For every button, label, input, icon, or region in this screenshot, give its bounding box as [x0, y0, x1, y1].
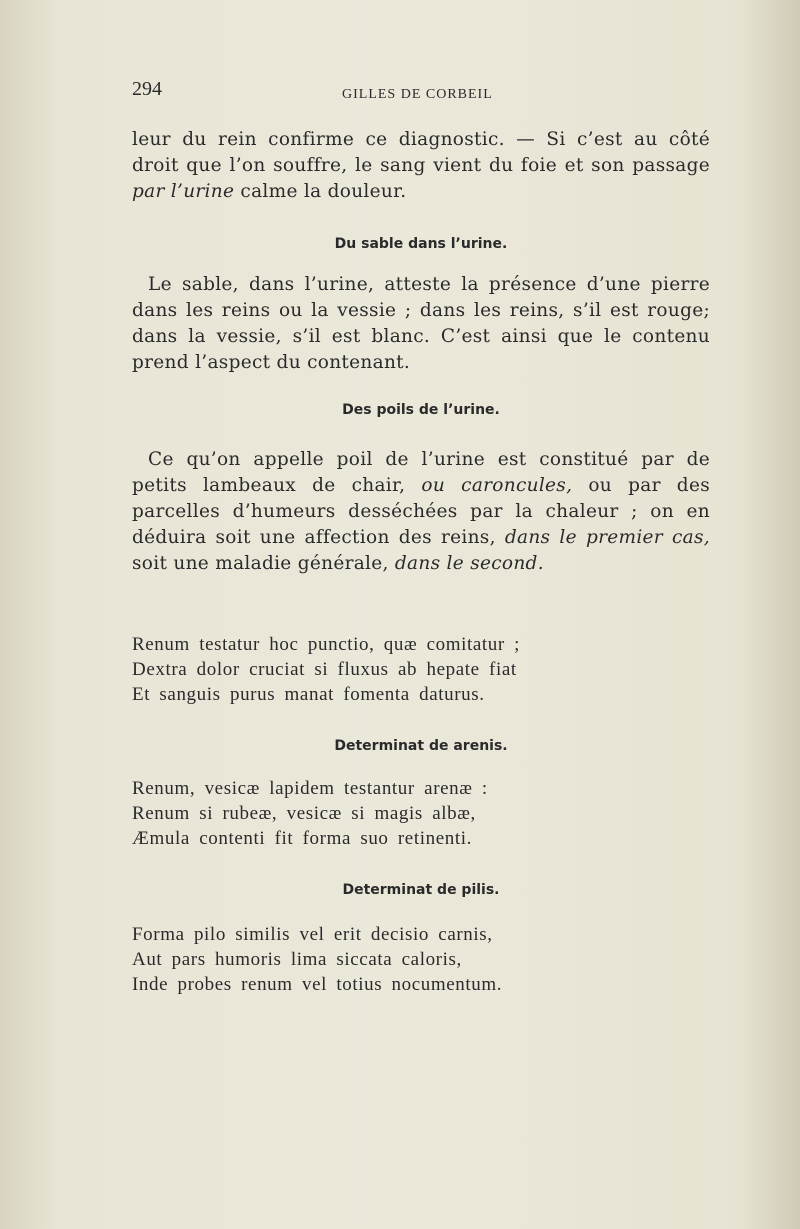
- para3-italic-2: dans le premier cas,: [504, 527, 710, 548]
- paragraph-sand: [132, 272, 710, 376]
- verse-line: Æmula contenti fit forma suo retinenti.: [132, 828, 472, 849]
- verse-line: Renum si rubeæ, vesicæ si magis albæ,: [132, 803, 476, 824]
- paragraph-hairs: [132, 447, 710, 577]
- verse-line: Renum, vesicæ lapidem testantur arenæ :: [132, 778, 488, 799]
- paragraph-sand-text: Le sable, dans l’urine, atteste la présence d’une pierre dans les reins ou la vessie ; dans les reins, s’il est rouge; dans la vessie, s’il est blanc. C’est ainsi que le contenu prend l’aspect du contenant.: [132, 274, 710, 373]
- latin-verse-1: [132, 632, 692, 707]
- verse-line: Forma pilo similis vel erit decisio carnis,: [132, 924, 493, 945]
- para3-text-2: ou par des parcelles d’humeurs desséchées par la chaleur ; on en déduira soit une affection des reins,: [132, 475, 710, 548]
- heading-sand: Du sable dans l’urine.: [334, 236, 508, 252]
- para1-italic: par l’urine: [132, 181, 235, 202]
- para3-text-3: soit une maladie générale,: [132, 553, 395, 574]
- running-head: GILLES DE CORBEIL: [342, 87, 493, 102]
- paragraph-diagnosis: [132, 127, 710, 205]
- latin-verse-2: [132, 776, 692, 851]
- para3-text: Ce qu’on appelle poil de l’urine est constitué par de petits lambeaux de chair,: [132, 449, 710, 496]
- verse-line: Inde probes renum vel totius nocumentum.: [132, 974, 503, 995]
- heading-pilis: Determinat de pilis.: [342, 882, 500, 898]
- page-header: [132, 78, 712, 108]
- heading-arenis: Determinat de arenis.: [334, 738, 508, 754]
- para1-text-end: calme la douleur.: [234, 181, 407, 202]
- verse-line: Et sanguis purus manat fomenta daturus.: [132, 684, 485, 705]
- verse-line: Dextra dolor cruciat si fluxus ab hepate fiat: [132, 659, 517, 680]
- para3-italic-1: ou caroncules,: [421, 475, 573, 496]
- verse-line: Aut pars humoris lima siccata caloris,: [132, 949, 462, 970]
- heading-hairs: Des poils de l’urine.: [342, 402, 500, 418]
- latin-verse-3: [132, 922, 692, 997]
- page-number: 294: [132, 78, 162, 100]
- para3-italic-3: dans le second.: [394, 553, 544, 574]
- para1-text: leur du rein confirme ce diagnostic. — Si c’est au côté droit que l’on souffre, le sang vient du foie et son passage: [132, 129, 710, 176]
- verse-line: Renum testatur hoc punctio, quæ comitatur ;: [132, 634, 521, 655]
